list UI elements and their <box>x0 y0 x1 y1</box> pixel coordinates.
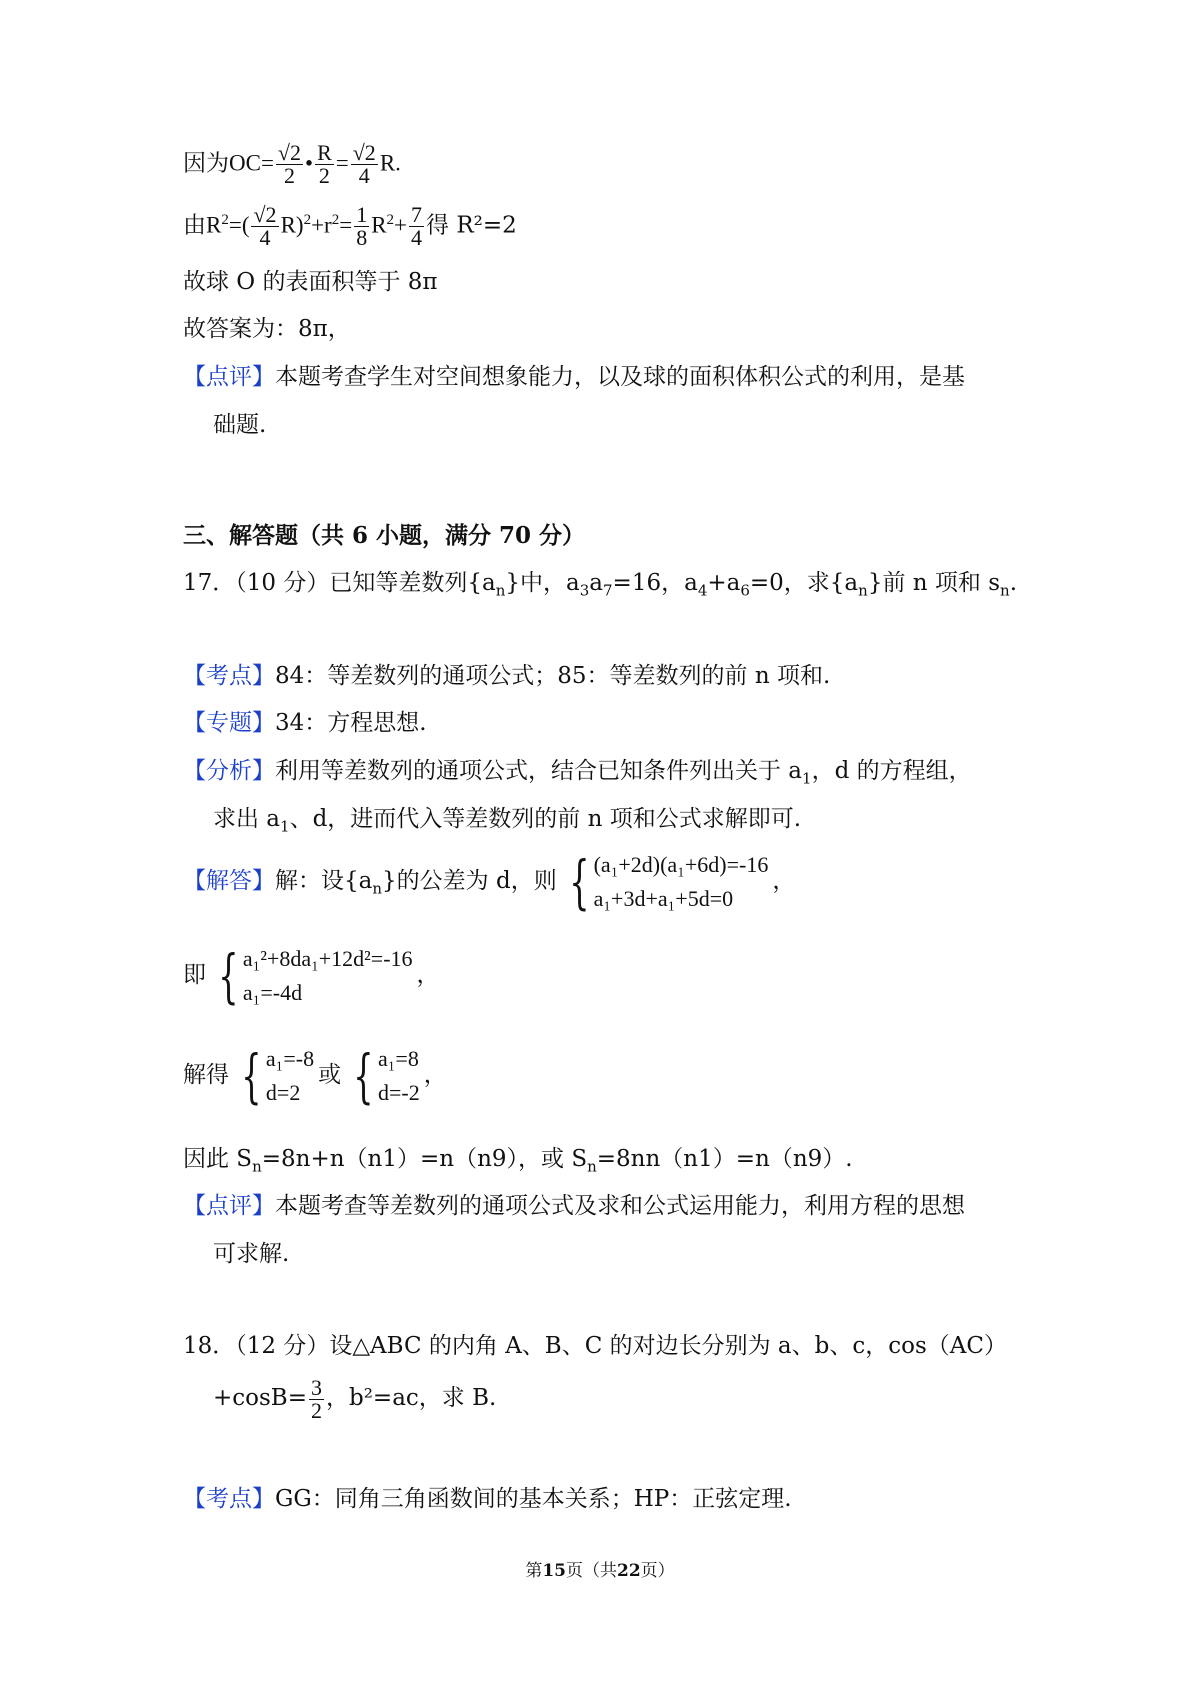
equation: a₁=-8 <box>265 1046 315 1071</box>
ratio-line <box>183 142 401 187</box>
text: =8n+n（n1）=n（n9），或 S <box>261 1146 588 1172</box>
subscript: 1 <box>280 817 290 836</box>
math-text: R <box>371 212 387 238</box>
denominator: 4 <box>259 225 271 251</box>
fraction <box>409 204 424 249</box>
equation-system <box>233 1042 314 1110</box>
text: }前 n 项和 s <box>867 570 1001 596</box>
text: . <box>1009 570 1017 596</box>
knowledge-point-text: GG：同角三角函数间的基本关系；HP：正弦定理. <box>275 1486 792 1512</box>
knowledge-point-tag: 【考点】 <box>183 1486 275 1512</box>
superscript: 2 <box>303 212 312 228</box>
brace-glyph: { <box>353 1042 374 1110</box>
solution-tag: 【解答】 <box>183 868 275 894</box>
text: ， <box>772 868 796 894</box>
equation: d=-2 <box>377 1080 420 1105</box>
denominator: 2 <box>283 163 295 188</box>
denominator: 4 <box>358 163 370 188</box>
math-text: OC= <box>229 150 274 176</box>
text-line: 础题. <box>213 412 267 438</box>
fraction <box>251 204 278 249</box>
knowledge-point-line <box>183 1483 792 1515</box>
equation-rows <box>266 1042 314 1110</box>
text: ，b²=ac，求 B. <box>325 1385 497 1411</box>
text: 由 <box>183 212 206 239</box>
text: 或 <box>318 1062 342 1088</box>
therefore-line <box>183 1143 853 1183</box>
fraction <box>315 142 334 187</box>
numerator: √2 <box>277 140 301 165</box>
equation-system <box>210 942 413 1010</box>
math-text: • <box>305 150 314 176</box>
knowledge-point-line <box>183 660 830 692</box>
review-tag: 【点评】 <box>183 364 275 390</box>
subscript: n <box>495 581 506 600</box>
text: 、d，进而代入等差数列的前 n 项和公式求解即可. <box>289 806 802 832</box>
equation: a₁=-4d <box>242 980 303 1005</box>
topic-text: 34：方程思想. <box>275 710 427 736</box>
question-17 <box>183 567 1017 607</box>
subscript: n <box>1000 581 1010 600</box>
text: 利用等差数列的通项公式，结合已知条件列出关于 a <box>275 758 803 784</box>
section-heading: 三、解答题（共 6 小题，满分 70 分） <box>183 522 586 549</box>
numerator: R <box>317 140 332 165</box>
denominator: 2 <box>318 163 330 188</box>
text: =8nn（n1）=n（n9）. <box>596 1146 853 1172</box>
text: }的公差为 d，则 <box>382 868 557 894</box>
text-line: 可求解. <box>213 1241 290 1267</box>
fraction <box>276 142 303 187</box>
superscript: 2 <box>386 212 395 228</box>
math-text: = <box>335 150 349 176</box>
numerator: √2 <box>352 140 376 165</box>
equation-system <box>561 848 769 916</box>
numerator: √2 <box>253 202 277 228</box>
text: 17．（10 分）已知等差数列{a <box>183 570 496 596</box>
text: ， <box>423 1062 447 1088</box>
page-footer <box>0 1556 1200 1581</box>
subscript: n <box>252 1157 262 1176</box>
math-text: R. <box>379 150 401 176</box>
text-line: 故答案为：8π， <box>183 316 351 342</box>
numerator: 3 <box>310 1374 322 1400</box>
review-line <box>183 1190 965 1222</box>
equation: a₁=8 <box>377 1046 419 1071</box>
math-text: R) <box>280 212 304 238</box>
review-text: 本题考查等差数列的通项公式及求和公式运用能力，利用方程的思想 <box>275 1193 965 1219</box>
analysis-line <box>183 755 972 795</box>
subscript: n <box>587 1157 597 1176</box>
fraction <box>309 1374 324 1423</box>
numerator: 1 <box>356 202 368 228</box>
text: 解得 <box>183 1062 229 1088</box>
topic-line <box>183 707 427 739</box>
equation-rows <box>378 1042 420 1110</box>
text: 求出 a <box>213 806 281 832</box>
question-18-line-2 <box>213 1368 496 1428</box>
math-text: = <box>339 212 353 238</box>
equation-system <box>345 1042 420 1110</box>
topic-tag: 【专题】 <box>183 710 275 736</box>
analysis-tag: 【分析】 <box>183 758 275 784</box>
equation: a₁+3d+a₁+5d=0 <box>593 886 734 911</box>
subscript: n <box>858 581 868 600</box>
equation-line <box>183 204 517 249</box>
equation-rows <box>594 848 769 916</box>
text: =0，求{a <box>749 570 859 596</box>
brace-glyph: { <box>241 1042 262 1110</box>
math-text: R <box>206 212 222 238</box>
footer-text: 页（共 <box>566 1561 617 1581</box>
equation: a₁²+8da₁+12d²=-16 <box>242 946 413 971</box>
superscript: 2 <box>331 212 340 228</box>
subscript: 1 <box>802 769 812 788</box>
equivalent-line <box>183 940 440 1010</box>
text: ，d 的方程组， <box>811 758 972 784</box>
subscript: 7 <box>603 581 613 600</box>
denominator: 8 <box>356 225 368 251</box>
text: +cosB= <box>213 1385 307 1411</box>
text: }中，a <box>505 570 580 596</box>
subscript: n <box>372 879 383 898</box>
brace-glyph: { <box>218 942 239 1010</box>
footer-text: 第 <box>525 1561 543 1581</box>
review-tag: 【点评】 <box>183 1193 275 1219</box>
question-18 <box>183 1330 1007 1362</box>
knowledge-point-tag: 【考点】 <box>183 663 275 689</box>
fraction <box>351 142 378 187</box>
review-line <box>183 361 965 393</box>
math-text: + <box>394 212 408 238</box>
review-text: 本题考查学生对空间想象能力，以及球的面积体积公式的利用，是基 <box>275 364 965 390</box>
text: 得 R²=2 <box>426 212 517 239</box>
fraction <box>354 204 369 249</box>
text: =16，a <box>612 570 698 596</box>
superscript: 2 <box>221 212 229 228</box>
analysis-line-2 <box>213 803 801 843</box>
text: +a <box>707 570 741 596</box>
text: 因此 S <box>183 1146 253 1172</box>
total-pages: 22 <box>617 1561 641 1581</box>
text-line: 故球 O 的表面积等于 8π <box>183 269 438 295</box>
text: a <box>589 570 603 596</box>
text: 因为 <box>183 150 229 177</box>
equation: (a₁+2d)(a₁+6d)=-16 <box>593 852 769 877</box>
math-text: =( <box>228 212 250 238</box>
solution-line <box>183 846 795 924</box>
numerator: 7 <box>411 202 423 228</box>
denominator: 4 <box>411 225 423 251</box>
text: 18．（12 分）设△ABC 的内角 A、B、C 的对边长分别为 a、b、c，cos（AC） <box>183 1333 1007 1359</box>
text: 解：设{a <box>275 868 373 894</box>
subscript: 6 <box>740 581 750 600</box>
equation-rows <box>243 942 413 1010</box>
denominator: 2 <box>310 1397 322 1423</box>
text: ， <box>416 962 440 988</box>
knowledge-point-text: 84：等差数列的通项公式；85：等差数列的前 n 项和. <box>275 663 831 689</box>
equation: d=2 <box>265 1080 301 1105</box>
result-line <box>183 1040 447 1110</box>
subscript: 3 <box>579 581 590 600</box>
page-number: 15 <box>542 1561 566 1581</box>
subscript: 4 <box>697 581 708 600</box>
math-text: +r <box>311 212 332 238</box>
text: 即 <box>183 962 206 988</box>
brace-glyph: { <box>569 848 590 916</box>
footer-text: 页） <box>640 1561 675 1581</box>
